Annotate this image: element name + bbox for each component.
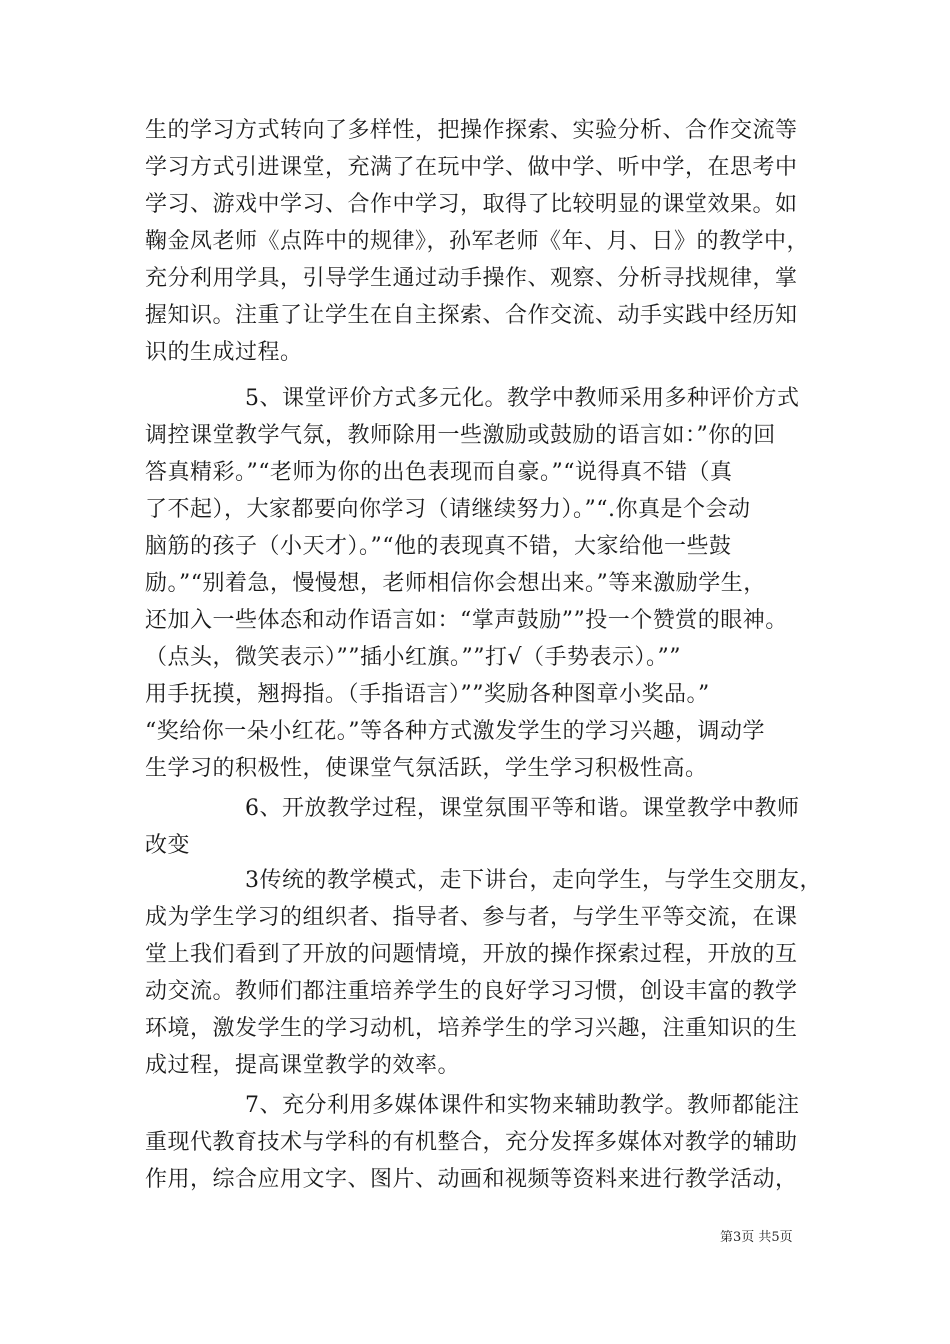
text-line: 脑筋的孩子（小天才）。”“他的表现真不错，大家给他一些鼓	[145, 534, 732, 559]
text-line: 鞠金凤老师《点阵中的规律》，孙军老师《年、月、日》的教学中，	[145, 229, 810, 254]
text-line: 励。”“别着急，慢慢想，老师相信你会想出来。”等来激励学生，	[145, 571, 766, 596]
text-line: 了不起），大家都要向你学习（请继续努力）。”“.你真是个会动	[145, 497, 751, 522]
text-line: “奖给你一朵小红花。”等各种方式激发学生的学习兴趣，调动学	[145, 719, 765, 744]
text-line: 改变	[145, 833, 191, 858]
text-line: 3传统的教学模式，走下讲台，走向学生，与学生交朋友，	[245, 868, 822, 893]
text-line: 生学习的积极性，使课堂气氛活跃，学生学习积极性高。	[145, 756, 708, 781]
paragraph-3	[145, 790, 825, 864]
text-line: 7、充分利用多媒体课件和实物来辅助教学。教师都能注	[245, 1093, 800, 1118]
text-line: 握知识。注重了让学生在自主探索、合作交流、动手实践中经历知	[145, 303, 798, 328]
text-line: 生的学习方式转向了多样性，把操作探索、实验分析、合作交流等	[145, 118, 798, 143]
text-line: 重现代教育技术与学科的有机整合，充分发挥多媒体对教学的辅助	[145, 1130, 798, 1155]
text-line: 作用，综合应用文字、图片、动画和视频等资料来进行教学活动，	[145, 1167, 798, 1192]
text-line: 识的生成过程。	[145, 340, 303, 365]
paragraph-1	[145, 112, 825, 371]
text-line: 环境，激发学生的学习动机，培养学生的学习兴趣，注重知识的生	[145, 1016, 798, 1041]
paragraph-5	[145, 1087, 825, 1198]
text-line: 用手抚摸，翘拇指。（手指语言）””奖励各种图章小奖品。”	[145, 682, 710, 707]
text-line: 堂上我们看到了开放的问题情境，开放的操作探索过程，开放的互	[145, 942, 798, 967]
text-line: 答真精彩。”“老师为你的出色表现而自豪。”“说得真不错（真	[145, 460, 733, 485]
text-line: （点头，微笑表示）””插小红旗。””打√（手势表示）。””	[145, 645, 682, 670]
paragraph-4	[145, 862, 825, 1084]
page-number-footer: 第3页 共5页	[720, 1230, 793, 1245]
text-line: 调控课堂教学气氛，教师除用一些激励或鼓励的语言如：”你的回	[145, 423, 776, 448]
text-line: 学习方式引进课堂，充满了在玩中学、做中学、听中学，在思考中	[145, 155, 798, 180]
text-line: 还加入一些体态和动作语言如：“掌声鼓励””投一个赞赏的眼神。	[145, 608, 788, 633]
text-line: 动交流。教师们都注重培养学生的良好学习习惯，创设丰富的教学	[145, 979, 798, 1004]
text-line: 成为学生学习的组织者、指导者、参与者，与学生平等交流，在课	[145, 905, 798, 930]
paragraph-2	[145, 380, 825, 787]
text-line: 6、开放教学过程，课堂氛围平等和谐。课堂教学中教师	[245, 796, 800, 821]
text-line: 成过程，提高课堂教学的效率。	[145, 1053, 461, 1078]
text-line: 充分利用学具，引导学生通过动手操作、观察、分析寻找规律，掌	[145, 266, 798, 291]
text-line: 5、课堂评价方式多元化。教学中教师采用多种评价方式	[245, 386, 800, 411]
text-line: 学习、游戏中学习、合作中学习，取得了比较明显的课堂效果。如	[145, 192, 798, 217]
